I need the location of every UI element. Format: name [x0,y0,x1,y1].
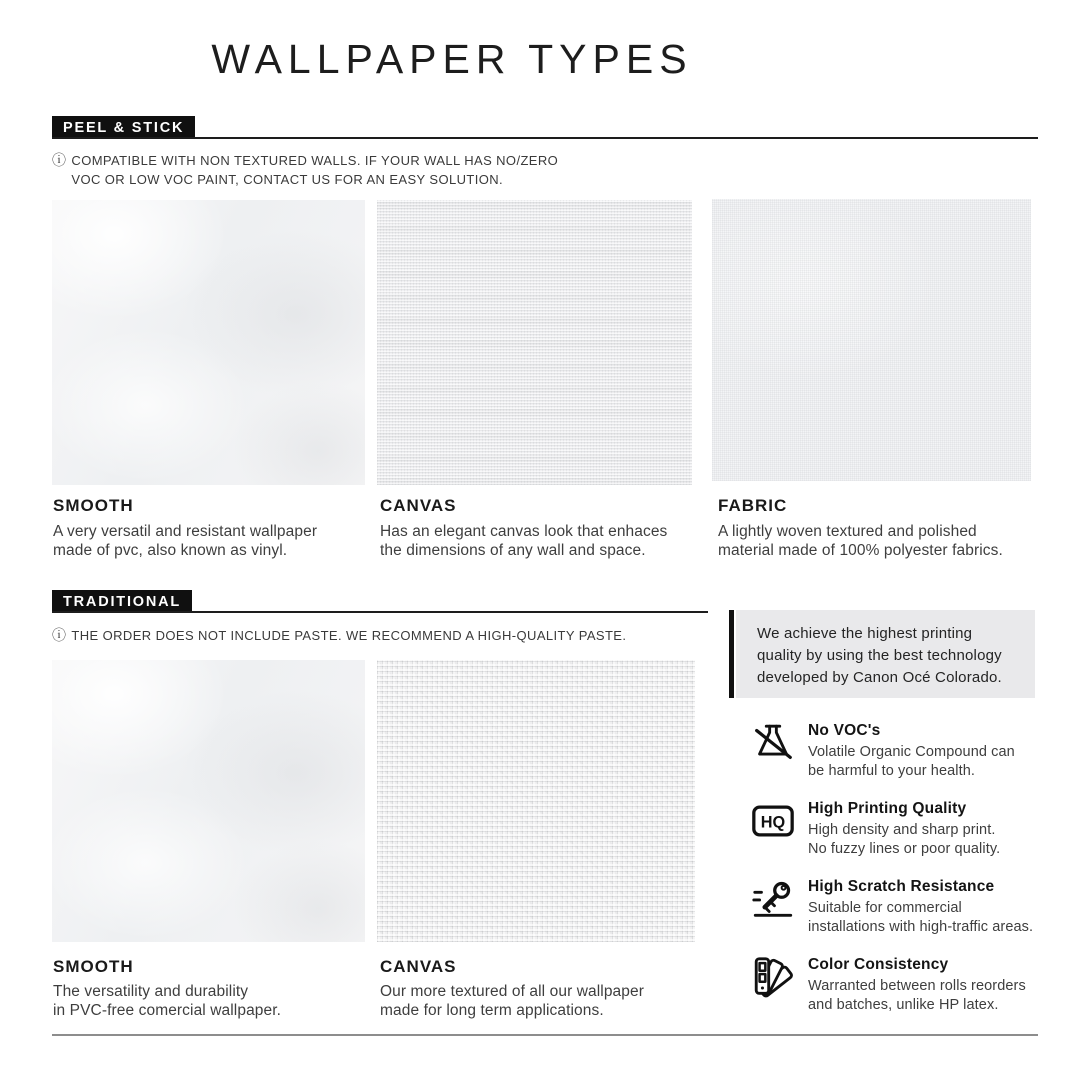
swatch-name: SMOOTH [53,496,134,515]
desc-line: made of pvc, also known as vinyl. [53,542,288,559]
color-swatchbook-icon [750,954,796,1000]
note-peel-stick [52,151,612,189]
note-line: COMPATIBLE WITH NON TEXTURED WALLS. IF YOUR WALL HAS NO/ZERO [71,153,559,168]
quality-line: developed by Canon Océ Colorado. [757,669,1002,686]
swatch-description [53,522,317,560]
bottom-divider [52,1034,1038,1036]
feature-title: Color Consistency [808,956,949,973]
desc-line: made for long term applications. [380,1002,604,1019]
feature-description [808,821,1000,859]
desc-line: The versatility and durability [53,983,249,1000]
feature-desc-line: installations with high-traffic areas. [808,919,1034,935]
quality-box [736,610,1035,698]
swatch-image-canvas-peel [377,200,692,485]
feature-desc-line: and batches, unlike HP latex. [808,997,999,1013]
swatch-image-fabric-peel [712,199,1031,481]
no-voc-flask-icon [750,720,796,766]
feature-description [808,899,1033,937]
desc-line: Has an elegant canvas look that enhaces [380,523,668,540]
feature-desc-line: be harmful to your health. [808,763,976,779]
swatch-image-canvas-traditional [377,660,695,942]
section-header-traditional: TRADITIONAL [52,590,192,613]
swatch-name: CANVAS [380,496,457,515]
feature-desc-line: No fuzzy lines or poor quality. [808,841,1001,857]
note-traditional [52,626,692,645]
quality-line: We achieve the highest printing [757,625,973,642]
note-line: THE ORDER DOES NOT INCLUDE PASTE. WE RECOMMEND A HIGH-QUALITY PASTE. [71,628,627,643]
quality-box-accent-bar [729,610,734,698]
desc-line: in PVC-free comercial wallpaper. [53,1002,282,1019]
quality-line: quality by using the best technology [757,647,1002,664]
scratch-key-icon [750,876,796,922]
desc-line: A very versatil and resistant wallpaper [53,523,318,540]
feature-color-consistency [750,954,796,1005]
swatch-name: CANVAS [380,957,457,976]
swatch-name: SMOOTH [53,957,134,976]
swatch-description [53,982,281,1020]
info-icon: ⓘ [52,152,67,168]
hq-badge-icon [750,798,796,844]
swatch-description [718,522,1003,560]
swatch-description [380,982,644,1020]
feature-desc-line: Suitable for commercial [808,900,962,916]
desc-line: Our more textured of all our wallpaper [380,983,644,1000]
feature-description [808,743,1015,781]
swatch-image-smooth-traditional [52,660,365,942]
feature-title: High Scratch Resistance [808,878,995,895]
feature-desc-line: Warranted between rolls reorders [808,978,1026,994]
swatch-image-smooth-peel [52,200,365,485]
section-rule-peel-stick [52,137,1038,139]
swatch-description [380,522,667,560]
feature-title: High Printing Quality [808,800,967,817]
desc-line: the dimensions of any wall and space. [380,542,646,559]
feature-title: No VOC's [808,722,881,739]
feature-no-voc [750,720,796,771]
feature-high-scratch-resistance [750,876,796,927]
feature-high-printing-quality [750,798,796,849]
section-rule-traditional [52,611,708,613]
page-title: WALLPAPER TYPES [211,36,693,82]
info-icon: ⓘ [52,627,67,643]
section-header-peel-stick: PEEL & STICK [52,116,195,139]
hq-badge-text: HQ [760,813,786,832]
swatch-name: FABRIC [718,496,788,515]
feature-description [808,977,1026,1015]
desc-line: A lightly woven textured and polished [718,523,977,540]
desc-line: material made of 100% polyester fabrics. [718,542,1003,559]
feature-desc-line: High density and sharp print. [808,822,996,838]
note-line: VOC OR LOW VOC PAINT, CONTACT US FOR AN EASY SOLUTION. [71,172,504,187]
feature-desc-line: Volatile Organic Compound can [808,744,1015,760]
